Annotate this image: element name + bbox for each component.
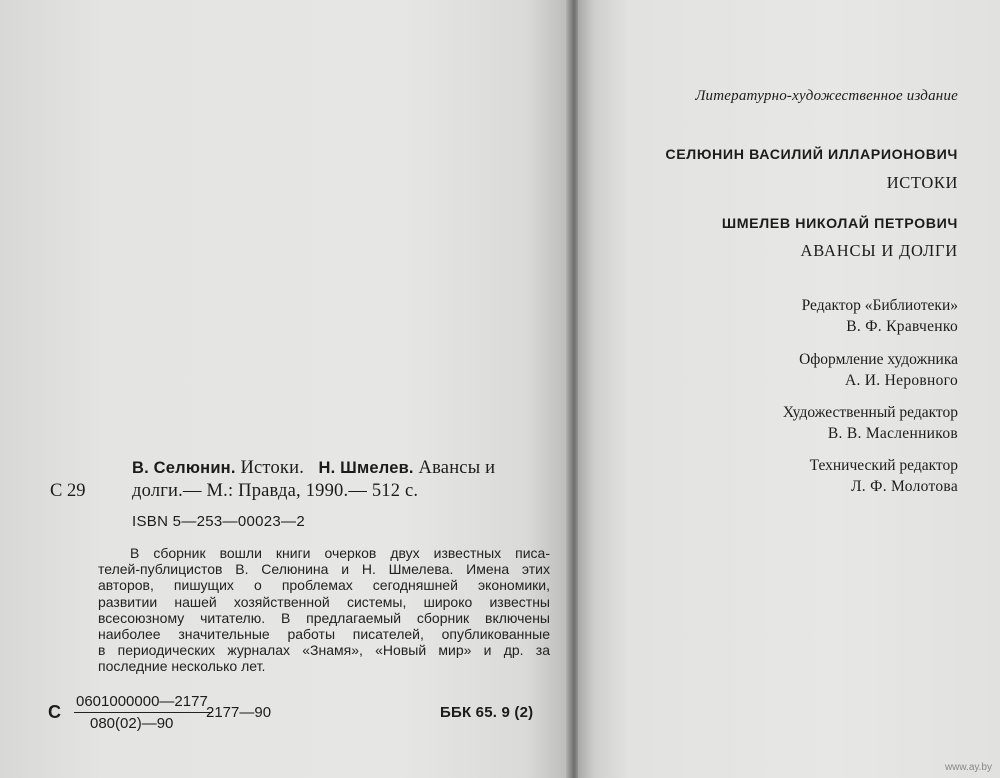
imprint-denominator: 080(02)—90 <box>90 715 174 732</box>
work1-title: ИСТОКИ <box>886 173 958 192</box>
credit-name-tech-editor: Л. Ф. Молотова <box>851 478 958 495</box>
edition-type: Литературно-художественное издание <box>695 88 958 104</box>
work2-author: ШМЕЛЕВ НИКОЛАЙ ПЕТРОВИЧ <box>721 216 958 232</box>
bbk-index: ББК 65. 9 (2) <box>440 704 534 721</box>
annotation-line: развитии нашей хозяйственной системы, широко известны <box>98 593 550 610</box>
imprint-code: 2177—90 <box>206 704 272 721</box>
credit-role-art-editor: Художественный редактор <box>782 404 958 421</box>
watermark: www.ay.by <box>944 762 992 773</box>
annotation-line: телей-публицистов В. Селюнина и Н. Шмелева. Имена этих <box>98 561 550 578</box>
imprint-numerator: 0601000000—2177 <box>74 693 212 713</box>
annotation-line: В сборник вошли книги очерков двух известных писа- <box>130 545 550 561</box>
right-page <box>578 0 1000 778</box>
isbn: ISBN 5—253—00023—2 <box>132 513 305 530</box>
annotation-line: авторов, пишущих о проблемах сегодняшней экономики, <box>98 577 550 594</box>
annotation-line: наиболее значительные работы писателей, опубликованные <box>98 626 550 643</box>
classification-code: С 29 <box>50 481 86 501</box>
catalog-heading <box>132 458 495 479</box>
annotation <box>98 545 550 675</box>
credit-role-tech-editor: Технический редактор <box>809 457 958 474</box>
credit-name-design: А. И. Неровного <box>844 372 958 389</box>
catalog-author1: В. Селюнин. <box>132 459 236 477</box>
credit-name-library-editor: В. Ф. Кравченко <box>846 318 958 335</box>
annotation-line: всесоюзному читателю. В предлагаемый сборник включены <box>98 609 550 626</box>
catalog-title1: Истоки. <box>240 458 305 478</box>
credit-role-design: Оформление художника <box>799 351 958 368</box>
catalog-publication-line: долги.— М.: Правда, 1990.— 512 с. <box>132 481 419 501</box>
credit-role-library-editor: Редактор «Библиотеки» <box>801 297 958 314</box>
catalog-author2: Н. Шмелев. <box>318 459 414 477</box>
imprint-fraction <box>74 693 212 732</box>
annotation-line: в периодических журналах «Знамя», «Новый мир» и др. за <box>98 642 550 659</box>
catalog-title2-start: Авансы и <box>418 458 496 478</box>
work1-author: СЕЛЮНИН ВАСИЛИЙ ИЛЛАРИОНОВИЧ <box>665 147 958 163</box>
imprint-letter: С <box>48 702 61 722</box>
annotation-line: последние несколько лет. <box>98 658 266 675</box>
work2-title: АВАНСЫ И ДОЛГИ <box>800 241 958 260</box>
credit-name-art-editor: В. В. Масленников <box>827 425 958 442</box>
